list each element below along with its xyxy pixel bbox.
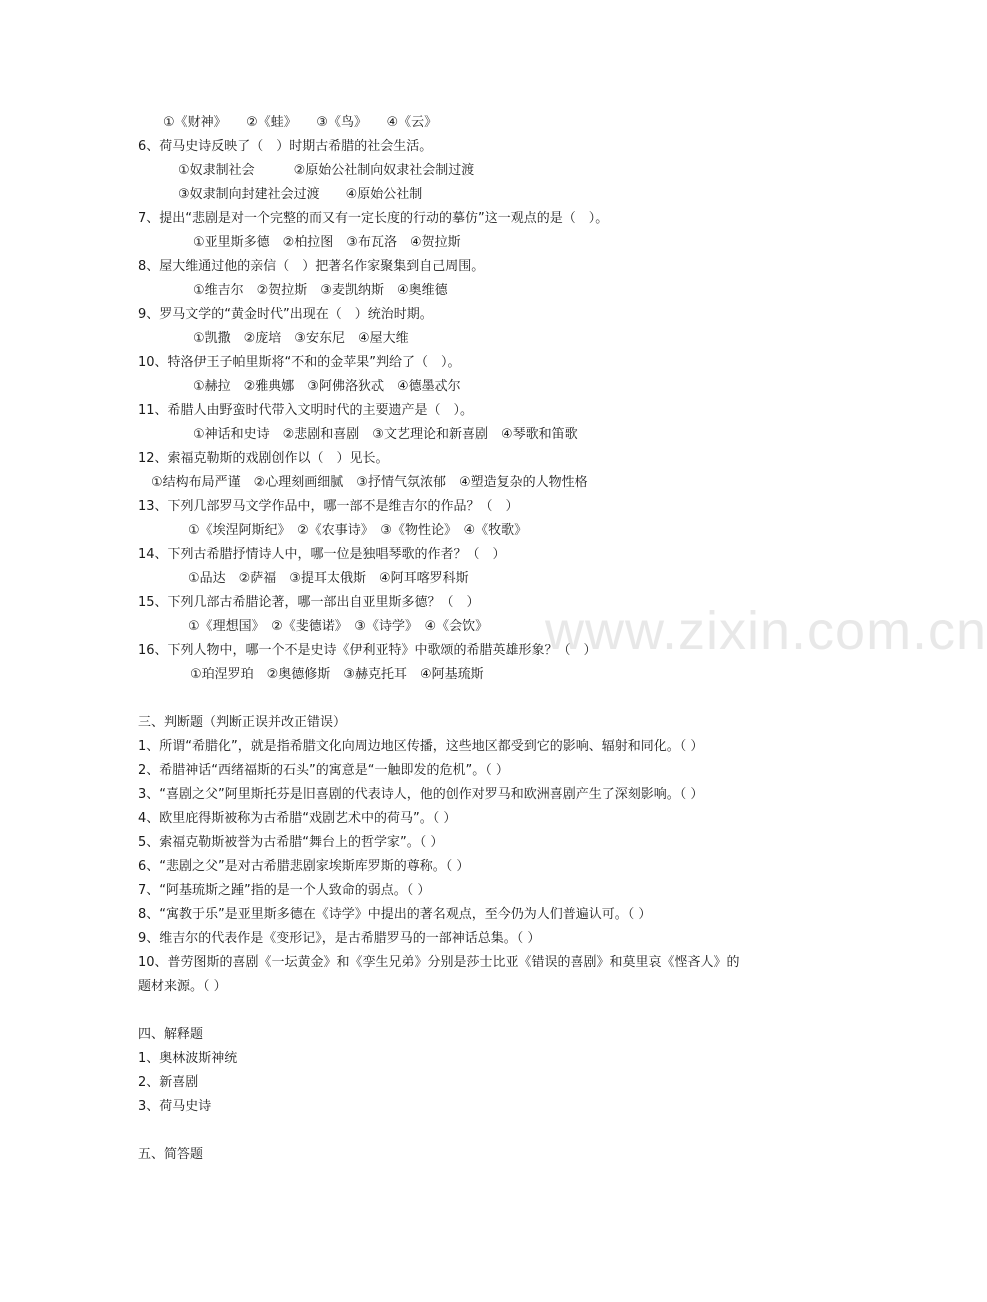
judgement-10: 10、普劳图斯的喜剧《一坛黄金》和《孪生兄弟》分别是莎士比亚《错误的喜剧》和莫里哀《悭吝人》的 — [138, 955, 740, 970]
section-heading-explain: 四、解释题 — [138, 1027, 204, 1042]
judgement-1: 1、所谓“希腊化”，就是指希腊文化向周边地区传播，这些地区都受到它的影响、辐射和同化。（ ） — [138, 739, 704, 754]
question-16: 16、下列人物中，哪一个不是史诗《伊利亚特》中歌颂的希腊英雄形象？（ ） — [138, 643, 597, 658]
options-q6-a: ①奴隶制社会 ②原始公社制向奴隶社会制过渡 — [178, 163, 475, 178]
question-12: 12、索福克勒斯的戏剧创作以（ ）见长。 — [138, 451, 389, 466]
judgement-6: 6、“悲剧之父”是对古希腊悲剧家埃斯库罗斯的尊称。（ ） — [138, 859, 470, 874]
question-11: 11、希腊人由野蛮时代带入文明时代的主要遗产是（ ）。 — [138, 403, 474, 418]
question-15: 15、下列几部古希腊论著，哪一部出自亚里斯多德？（ ） — [138, 595, 480, 610]
question-6: 6、荷马史诗反映了（ ）时期古希腊的社会生活。 — [138, 139, 433, 154]
judgement-2: 2、希腊神话“西绪福斯的石头”的寓意是“一触即发的危机”。（ ） — [138, 763, 509, 778]
options-q10: ①赫拉 ②雅典娜 ③阿佛洛狄忒 ④德墨忒尔 — [193, 379, 461, 394]
watermark: www.zixin.com.cn — [545, 601, 987, 661]
question-14: 14、下列古希腊抒情诗人中，哪一位是独唱琴歌的作者？（ ） — [138, 547, 506, 562]
options-q8: ①维吉尔 ②贺拉斯 ③麦凯纳斯 ④奥维德 — [193, 283, 448, 298]
options-q12: ①结构布局严谨 ②心理刻画细腻 ③抒情气氛浓郁 ④塑造复杂的人物性格 — [151, 475, 588, 490]
options-q9: ①凯撒 ②庞培 ③安东尼 ④屋大维 — [193, 331, 409, 346]
question-8: 8、屋大维通过他的亲信（ ）把著名作家聚集到自己周围。 — [138, 259, 485, 274]
judgement-3: 3、“喜剧之父”阿里斯托芬是旧喜剧的代表诗人，他的创作对罗马和欧洲喜剧产生了深刻影响。（ ） — [138, 787, 704, 802]
question-10: 10、特洛伊王子帕里斯将“不和的金苹果”判给了（ ）。 — [138, 355, 461, 370]
explain-1: 1、奥林波斯神统 — [138, 1051, 238, 1066]
options-q16: ①珀涅罗珀 ②奥德修斯 ③赫克托耳 ④阿基琉斯 — [190, 667, 484, 682]
options-q11: ①神话和史诗 ②悲剧和喜剧 ③文艺理论和新喜剧 ④琴歌和笛歌 — [193, 427, 578, 442]
judgement-10-cont: 题材来源。（ ） — [138, 979, 227, 994]
section-heading-short-answer: 五、简答题 — [138, 1147, 204, 1162]
question-13: 13、下列几部罗马文学作品中，哪一部不是维吉尔的作品？（ ） — [138, 499, 519, 514]
judgement-4: 4、欧里庇得斯被称为古希腊“戏剧艺术中的荷马”。（ ） — [138, 811, 457, 826]
judgement-7: 7、“阿基琉斯之踵”指的是一个人致命的弱点。（ ） — [138, 883, 431, 898]
options-q6-b: ③奴隶制向封建社会过渡 ④原始公社制 — [178, 187, 423, 202]
judgement-5: 5、索福克勒斯被誉为古希腊“舞台上的哲学家”。（ ） — [138, 835, 444, 850]
options-q15: ①《理想国》 ②《斐德诺》 ③《诗学》 ④《会饮》 — [188, 619, 489, 634]
explain-2: 2、新喜剧 — [138, 1075, 199, 1090]
explain-3: 3、荷马史诗 — [138, 1099, 212, 1114]
section-heading-judgement: 三、判断题（判断正误并改正错误） — [138, 715, 347, 730]
options-q5: ①《财神》 ②《蛙》 ③《鸟》 ④《云》 — [163, 115, 438, 130]
options-q13: ①《埃涅阿斯纪》 ②《农事诗》 ③《物性论》 ④《牧歌》 — [188, 523, 528, 538]
options-q14: ①品达 ②萨福 ③提耳太俄斯 ④阿耳喀罗科斯 — [188, 571, 469, 586]
question-7: 7、提出“悲剧是对一个完整的而又有一定长度的行动的摹仿”这一观点的是（ ）。 — [138, 211, 609, 226]
question-9: 9、罗马文学的“黄金时代”出现在（ ）统治时期。 — [138, 307, 433, 322]
options-q7: ①亚里斯多德 ②柏拉图 ③布瓦洛 ④贺拉斯 — [193, 235, 461, 250]
judgement-9: 9、维吉尔的代表作是《变形记》，是古希腊罗马的一部神话总集。（ ） — [138, 931, 541, 946]
judgement-8: 8、“寓教于乐”是亚里斯多德在《诗学》中提出的著名观点，至今仍为人们普遍认可。（ ） — [138, 907, 652, 922]
